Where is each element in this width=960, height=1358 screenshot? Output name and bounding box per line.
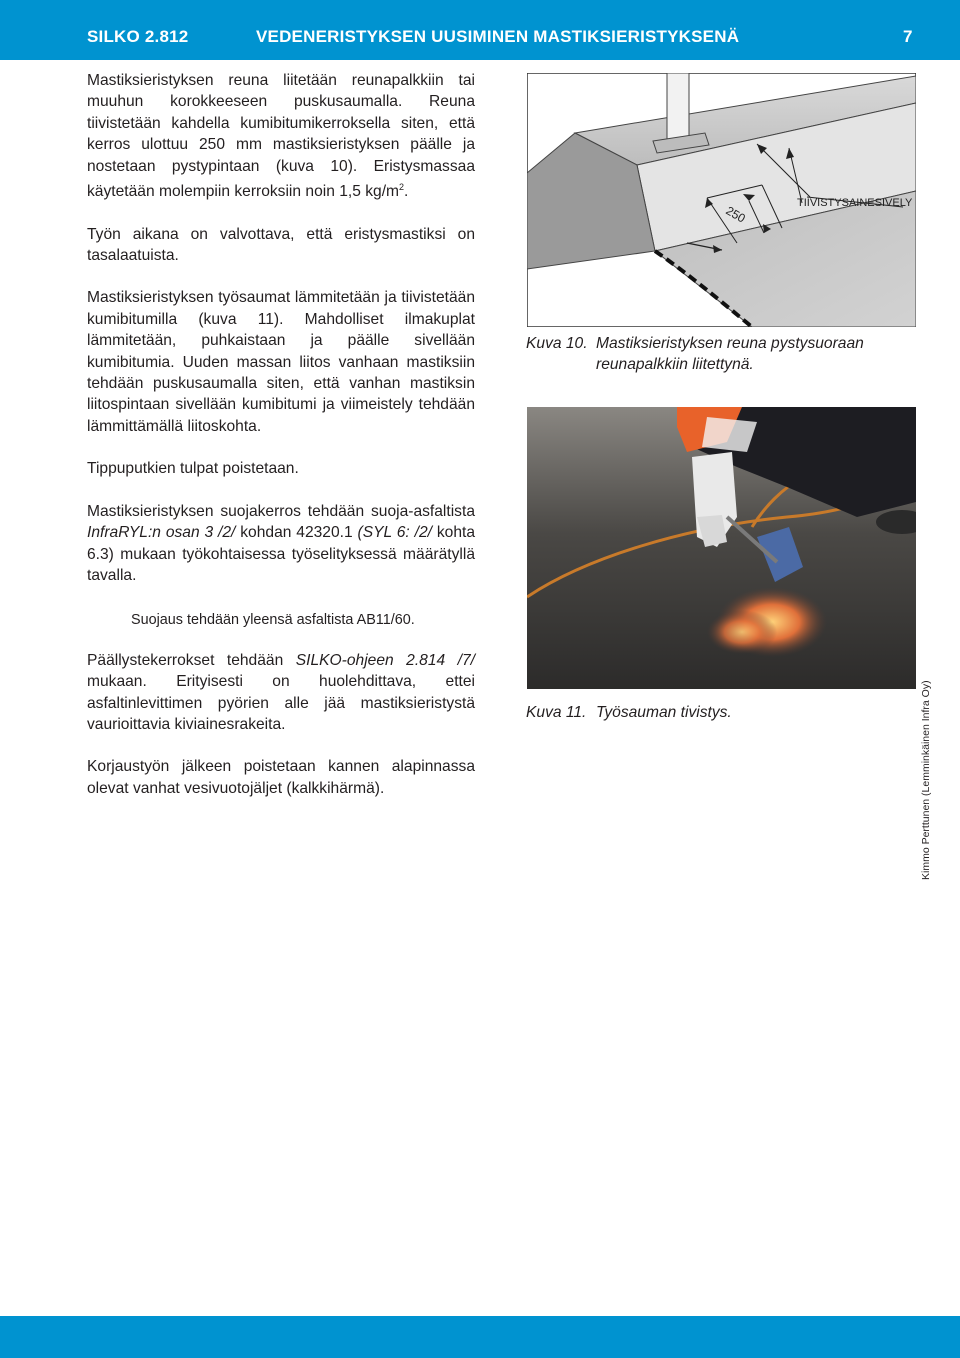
paragraph-drip-pipes: Tippuputkien tulpat poistetaan.: [87, 460, 299, 478]
figure-11-caption-label: Kuva 11.: [526, 704, 587, 721]
paragraph-paving-layers: Päällystekerrokset tehdään SILKO-ohjeen 2.814 /7/ mukaan. Erityisesti on huolehdittava, ettei asfaltinlevittimen pyörien alle jää mastiksieristystä vaurioittavia kiviainesrakeita.: [87, 651, 476, 733]
document-code: SILKO 2.812: [87, 27, 189, 46]
document-title: VEDENERISTYKSEN UUSIMINEN MASTIKSIERISTYKSENÄ: [256, 27, 740, 46]
dimension-250-label: 250: [723, 203, 748, 226]
figure-10-caption-text-1: Mastiksieristyksen reuna pystysuoraan: [596, 335, 864, 352]
paragraph-edge-joint: Mastiksieristyksen reuna liitetään reunapalkkiin tai muuhun korokkeeseen puskusaumalla. Reuna tiivistetään kahdella kumibitumikerroksella siten, että kerros ulottuu 250 mm mastiksieristyksen päälle ja nostetaan pystypintaan (kuva 10). Eristysmassaa käytetään molempiin kerroksiin noin 1,5 $kg/m^2$.: [87, 72, 475, 201]
page-footer-bar: [0, 1316, 960, 1358]
figure-11-photo: [527, 407, 916, 689]
body-text-column: [87, 70, 475, 799]
figure-10-caption-text-2: reunapalkkiin liitettynä.: [596, 356, 754, 373]
sealing-coat-label: TIIVISTYSAINESIVELY: [797, 197, 913, 209]
paragraph-quality-control: Työn aikana on valvottava, että eristysmastiksi on tasalaatuista.: [87, 225, 475, 265]
page-header-bar: [0, 0, 960, 60]
edge-beam-illustration: [527, 73, 916, 327]
photo-credit: [916, 680, 936, 880]
paragraph-protective-layer: Mastiksieristyksen suojakerros tehdään suoja-asfaltista InfraRYL:n osan 3 /2/ kohdan 42320.1 (SYL 6: /2/ kohta 6.3) mukaan työkohtaisessa työselityksessä määrätyllä tavalla.: [87, 502, 475, 584]
work-joint-photo: [527, 407, 916, 689]
figure-11-caption-text: Työsauman tivistys.: [596, 704, 732, 721]
paragraph-after-repair: Korjaustyön jälkeen poistetaan kannen alapinnassa olevat vanhat vesivuotojäljet (kalkkihärmä).: [87, 758, 475, 797]
page-number: 7: [903, 27, 913, 46]
paragraph-work-joints: Mastiksieristyksen työsaumat lämmitetään ja tiivistetään kumibitumilla (kuva 11). Mahdolliset ilmakuplat lämmitetään, puhkaistaan ja päälle sivellään kumibitumia. Uuden massan liitos vanhaan mastiksiin tehdään puskusaumalla siten, että vanhan mastiksin liitospintaan sivellään kumibitumi ja viimeistely tehdään lämmittämällä liitoskohta.: [87, 289, 475, 435]
photo-credit-text: Kimmo Perttunen (Lemminkäinen Infra Oy): [920, 680, 932, 880]
figure-10-caption: [526, 333, 588, 354]
note-asphalt-type: Suojaus tehdään yleensä asfaltista AB11/60.: [131, 612, 415, 629]
figure-10-diagram: [527, 73, 916, 327]
figure-10-label: Kuva 10.: [526, 335, 588, 352]
